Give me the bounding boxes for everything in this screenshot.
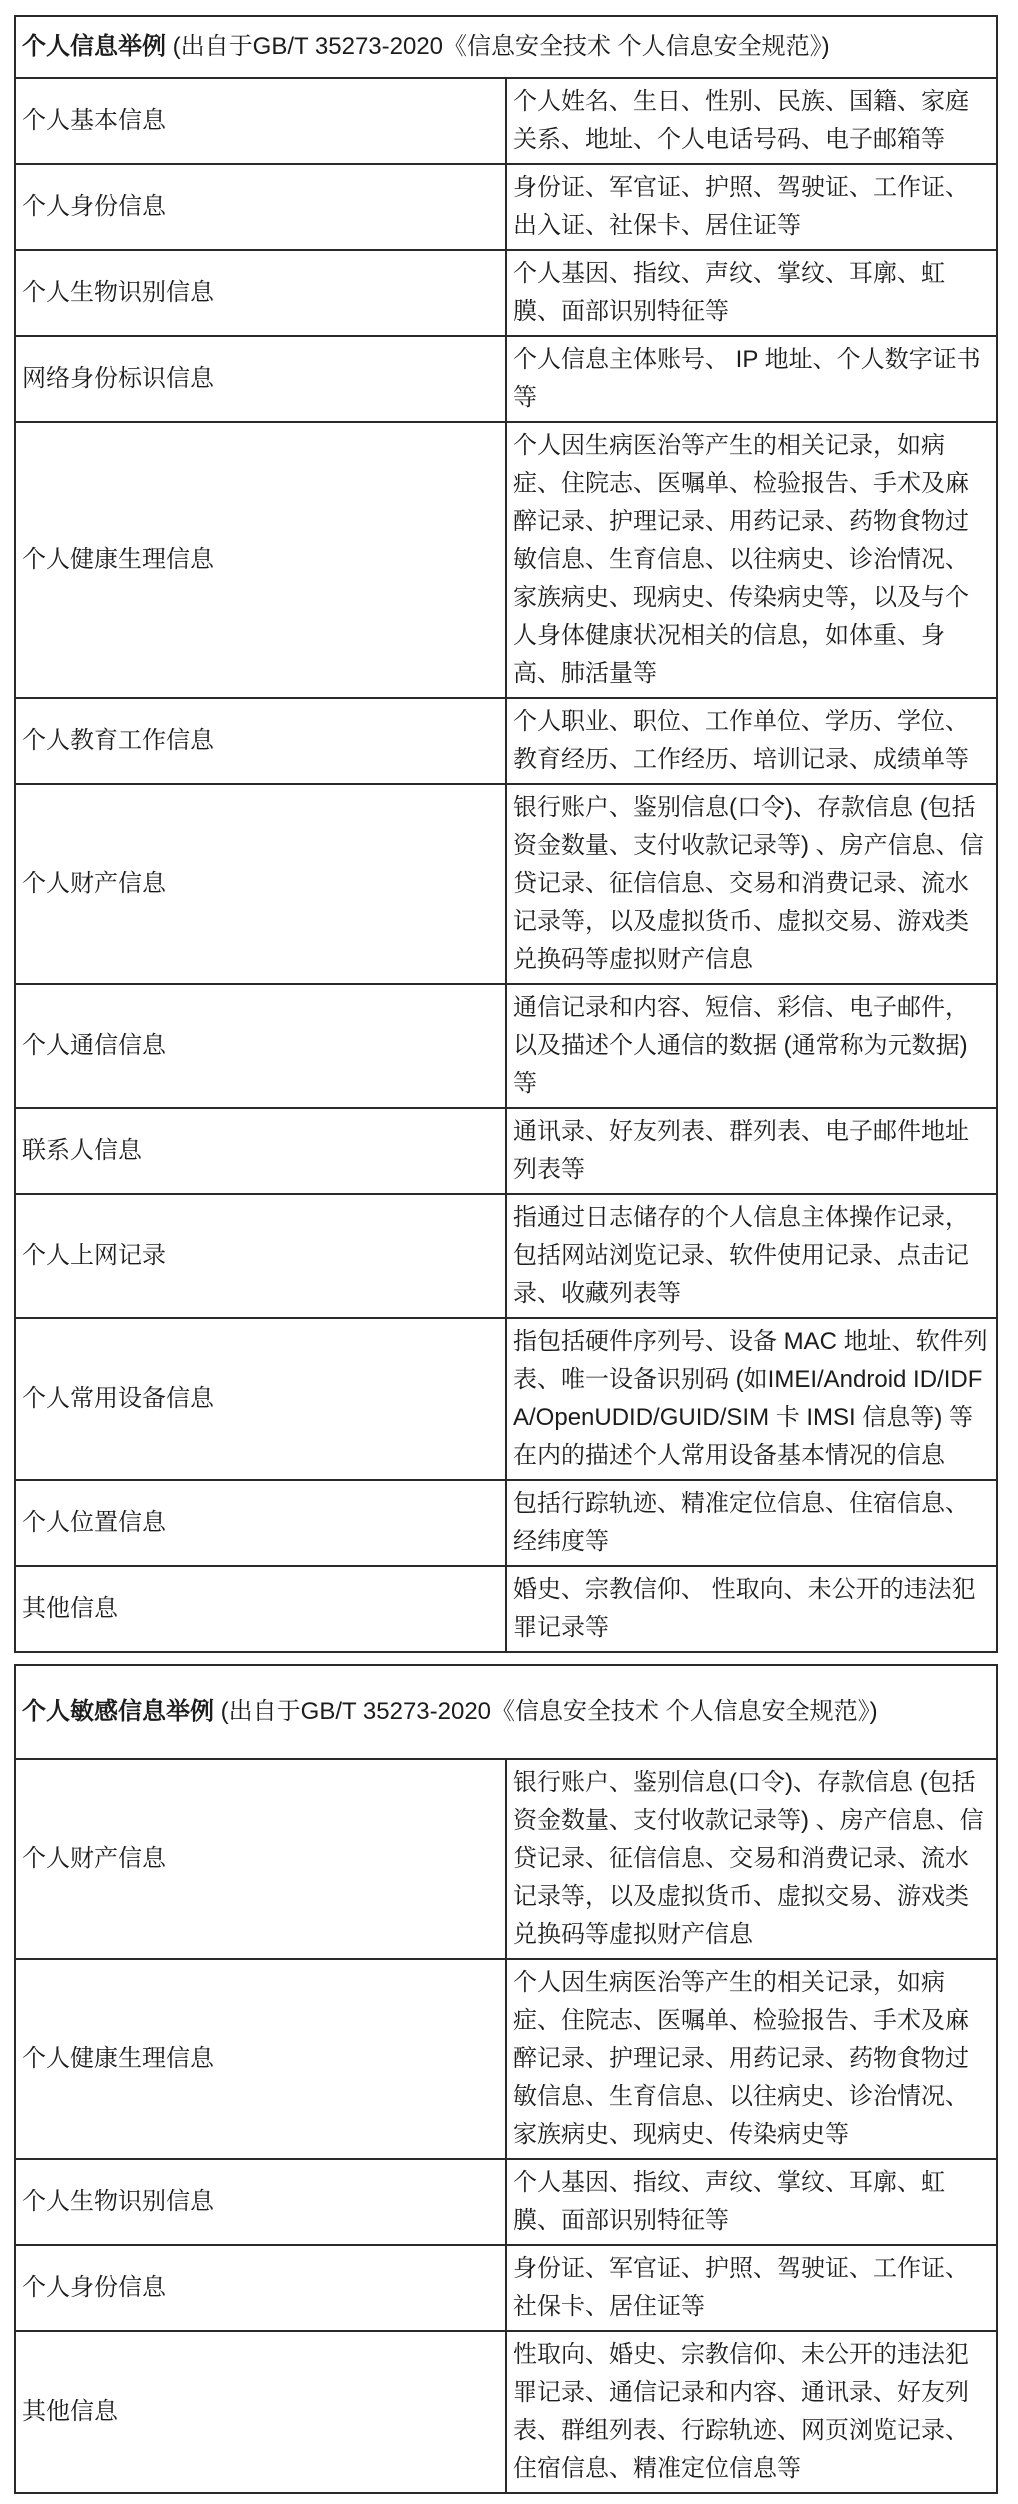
table-title: 个人信息举例: [22, 33, 166, 60]
table-title-cell: [15, 1665, 997, 1759]
row-category: 个人常用设备信息: [15, 1318, 506, 1480]
row-examples: 包括行踪轨迹、精准定位信息、住宿信息、经纬度等: [506, 1480, 997, 1566]
table-row: [15, 78, 997, 164]
table-title: 个人敏感信息举例: [22, 1698, 214, 1725]
row-category: 个人位置信息: [15, 1480, 506, 1566]
table-title-note: (出自于GB/T 35273-2020《信息安全技术 个人信息安全规范》): [166, 33, 830, 60]
table-row: [15, 784, 997, 984]
table-row: [15, 984, 997, 1108]
table-row: [15, 1318, 997, 1480]
row-examples: 性取向、婚史、宗教信仰、未公开的违法犯罪记录、通信记录和内容、通讯录、好友列表、群组列表、行踪轨迹、网页浏览记录、住宿信息、精准定位信息等: [506, 2331, 997, 2493]
row-category: 个人财产信息: [15, 1759, 506, 1959]
row-category: 个人财产信息: [15, 784, 506, 984]
row-category: 个人健康生理信息: [15, 1959, 506, 2159]
row-examples: 指包括硬件序列号、设备 MAC 地址、软件列表、唯一设备识别码 (如IMEI/Android ID/IDFA/OpenUDID/GUID/SIM 卡 IMSI 信息等) 等在内的描述个人常用设备基本情况的信息: [506, 1318, 997, 1480]
row-category: 其他信息: [15, 2331, 506, 2493]
row-category: 其他信息: [15, 1566, 506, 1652]
table-row: [15, 1759, 997, 1959]
sensitive-info-table: [14, 1664, 998, 2494]
table-title-note: (出自于GB/T 35273-2020《信息安全技术 个人信息安全规范》): [214, 1698, 878, 1725]
row-examples: 通讯录、好友列表、群列表、电子邮件地址列表等: [506, 1108, 997, 1194]
table-row: [15, 336, 997, 422]
table-row: [15, 1566, 997, 1652]
table-row: [15, 422, 997, 698]
table-row: [15, 1108, 997, 1194]
table-row: [15, 164, 997, 250]
personal-info-table: [14, 15, 998, 1653]
row-examples: 通信记录和内容、短信、彩信、电子邮件，以及描述个人通信的数据 (通常称为元数据) 等: [506, 984, 997, 1108]
row-examples: 身份证、军官证、护照、驾驶证、工作证、社保卡、居住证等: [506, 2245, 997, 2331]
row-category: 个人教育工作信息: [15, 698, 506, 784]
row-examples: 个人姓名、生日、性别、民族、国籍、家庭关系、地址、个人电话号码、电子邮箱等: [506, 78, 997, 164]
row-category: 个人身份信息: [15, 164, 506, 250]
row-category: 个人上网记录: [15, 1194, 506, 1318]
table-row: [15, 2159, 997, 2245]
row-category: 网络身份标识信息: [15, 336, 506, 422]
table-row: [15, 250, 997, 336]
table-title-row: [15, 1665, 997, 1759]
table-title-row: [15, 16, 997, 78]
row-examples: 个人职业、职位、工作单位、学历、学位、教育经历、工作经历、培训记录、成绩单等: [506, 698, 997, 784]
row-category: 个人通信信息: [15, 984, 506, 1108]
table-row: [15, 698, 997, 784]
row-examples: 婚史、宗教信仰、 性取向、未公开的违法犯罪记录等: [506, 1566, 997, 1652]
row-category: 个人身份信息: [15, 2245, 506, 2331]
row-category: 个人基本信息: [15, 78, 506, 164]
row-examples: 银行账户、鉴别信息(口令)、存款信息 (包括资金数量、支付收款记录等) 、房产信息、信贷记录、征信信息、交易和消费记录、流水记录等，以及虚拟货币、虚拟交易、游戏类兑换码等虚拟财产信息: [506, 784, 997, 984]
row-examples: 个人基因、指纹、声纹、掌纹、耳廓、虹膜、面部识别特征等: [506, 2159, 997, 2245]
row-category: 个人生物识别信息: [15, 250, 506, 336]
table-row: [15, 1959, 997, 2159]
row-category: 个人生物识别信息: [15, 2159, 506, 2245]
row-category: 个人健康生理信息: [15, 422, 506, 698]
row-examples: 指通过日志储存的个人信息主体操作记录，包括网站浏览记录、软件使用记录、点击记录、收藏列表等: [506, 1194, 997, 1318]
row-category: 联系人信息: [15, 1108, 506, 1194]
table-row: [15, 1194, 997, 1318]
table-row: [15, 1480, 997, 1566]
row-examples: 银行账户、鉴别信息(口令)、存款信息 (包括资金数量、支付收款记录等) 、房产信息、信贷记录、征信信息、交易和消费记录、流水记录等，以及虚拟货币、虚拟交易、游戏类兑换码等虚拟财产信息: [506, 1759, 997, 1959]
row-examples: 个人基因、指纹、声纹、掌纹、耳廓、虹膜、面部识别特征等: [506, 250, 997, 336]
table-title-cell: [15, 16, 997, 78]
row-examples: 个人信息主体账号、 IP 地址、个人数字证书等: [506, 336, 997, 422]
row-examples: 个人因生病医治等产生的相关记录，如病症、住院志、医嘱单、检验报告、手术及麻醉记录、护理记录、用药记录、药物食物过敏信息、生育信息、以往病史、诊治情况、家族病史、现病史、传染病史等，以及与个人身体健康状况相关的信息，如体重、身高、肺活量等: [506, 422, 997, 698]
row-examples: 个人因生病医治等产生的相关记录，如病症、住院志、医嘱单、检验报告、手术及麻醉记录、护理记录、用药记录、药物食物过敏信息、生育信息、以往病史、诊治情况、家族病史、现病史、传染病史等: [506, 1959, 997, 2159]
table-row: [15, 2245, 997, 2331]
table-row: [15, 2331, 997, 2493]
row-examples: 身份证、军官证、护照、驾驶证、工作证、出入证、社保卡、居住证等: [506, 164, 997, 250]
